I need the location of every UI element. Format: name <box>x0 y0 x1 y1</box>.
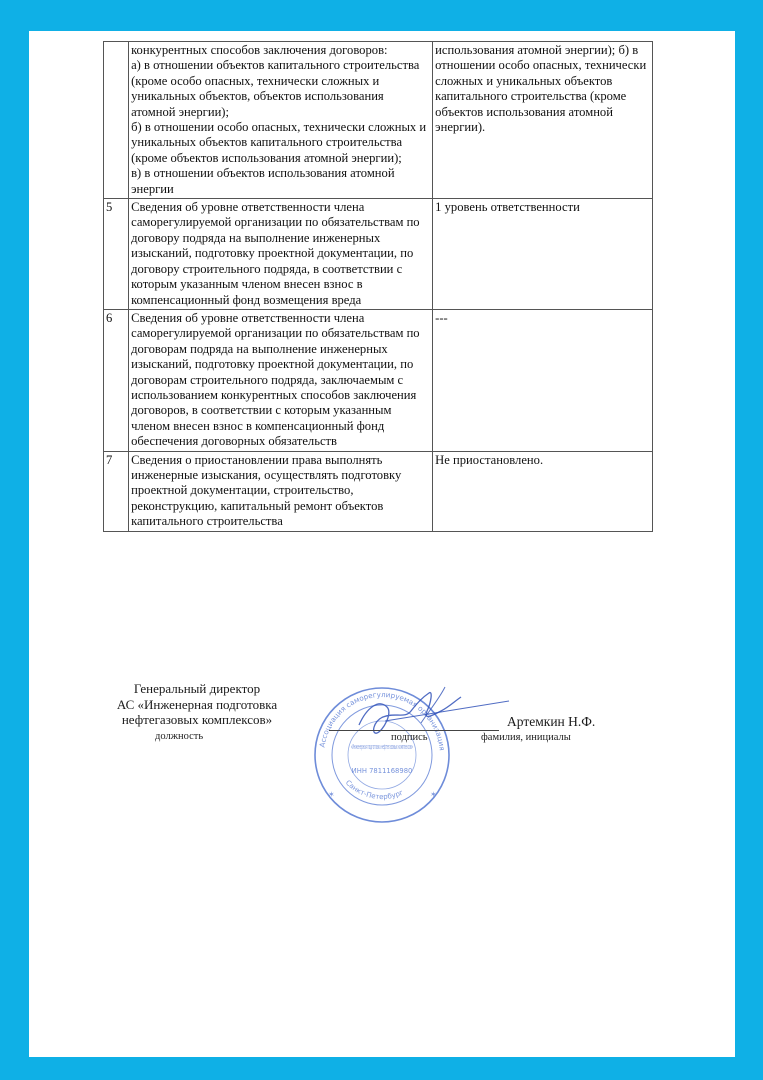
signatory-title: Генеральный директор АС «Инженерная подготовка нефтегазовых комплексов» <box>116 681 278 727</box>
registry-table-body <box>104 42 653 532</box>
row-description: Сведения о приостановлении права выполнять инженерные изыскания, осуществлять подготовку проектной документации, строительство, реконструкцию, капитальный ремонт объектов капитального строительства <box>129 451 433 531</box>
row-description: конкурентных способов заключения договоров: а) в отношении объектов капитального строительства (кроме особо опасных, технически сложных и уникальных объектов, объектов использования атомной энергии); б) в отношении особо опасных, технически сложных и уникальных объектов капитального строительства (кроме объектов использования атомной энергии); в) в отношении объектов использования атомной энергии <box>129 42 433 199</box>
table-row <box>104 451 653 531</box>
stamp-city: Санкт-Петербург <box>343 778 405 802</box>
signature-caption: подпись <box>391 732 428 743</box>
row-value: 1 уровень ответственности <box>433 199 653 310</box>
stamp-inn: ИНН 7811168980 <box>351 767 413 775</box>
star-icon: ✶ <box>430 790 437 799</box>
svg-text:Санкт-Петербург <box>344 779 405 801</box>
stamp-inner-text: «Инженерная подготовка нефтегазовых комплексов» <box>351 743 413 751</box>
document-page <box>29 31 735 1057</box>
registry-table <box>103 41 653 532</box>
table-row <box>104 42 653 199</box>
signature-line <box>329 730 499 731</box>
row-number: 5 <box>104 199 129 310</box>
star-icon: ✶ <box>328 790 335 799</box>
row-description: Сведения об уровне ответственности члена саморегулируемой организации по обязательствам по договорам подряда на выполнение инженерных изысканий, подготовку проектной документации, по договорам строительного подряда, заключаемым с использованием конкурентных способов заключения договоров, в соответствии с которым указанным членом внесен взнос в компенсационный фонд обеспечения договорных обязательств <box>129 309 433 451</box>
stamp-outer-text: Ассоциация саморегулируемая организация <box>317 689 447 752</box>
position-caption: должность <box>155 731 204 742</box>
row-value: Не приостановлено. <box>433 451 653 531</box>
row-number <box>104 42 129 199</box>
table-row <box>104 309 653 451</box>
row-value: использования атомной энергии); б) в отношении особо опасных, технически сложных и уникальных объектов капитального строительства (кроме объектов использования атомной энергии). <box>433 42 653 199</box>
table-row <box>104 199 653 310</box>
row-number: 6 <box>104 309 129 451</box>
row-value: --- <box>433 309 653 451</box>
signer-name: Артемкин Н.Ф. <box>507 714 596 729</box>
row-description: Сведения об уровне ответственности члена саморегулируемой организации по обязательствам по договору подряда на выполнение инженерных изысканий, подготовку проектной документации, по договору строительного подряда, в соответствии с которым указанным членом внесен взнос в компенсационный фонд возмещения вреда <box>129 199 433 310</box>
name-caption: фамилия, инициалы <box>481 732 571 743</box>
row-number: 7 <box>104 451 129 531</box>
